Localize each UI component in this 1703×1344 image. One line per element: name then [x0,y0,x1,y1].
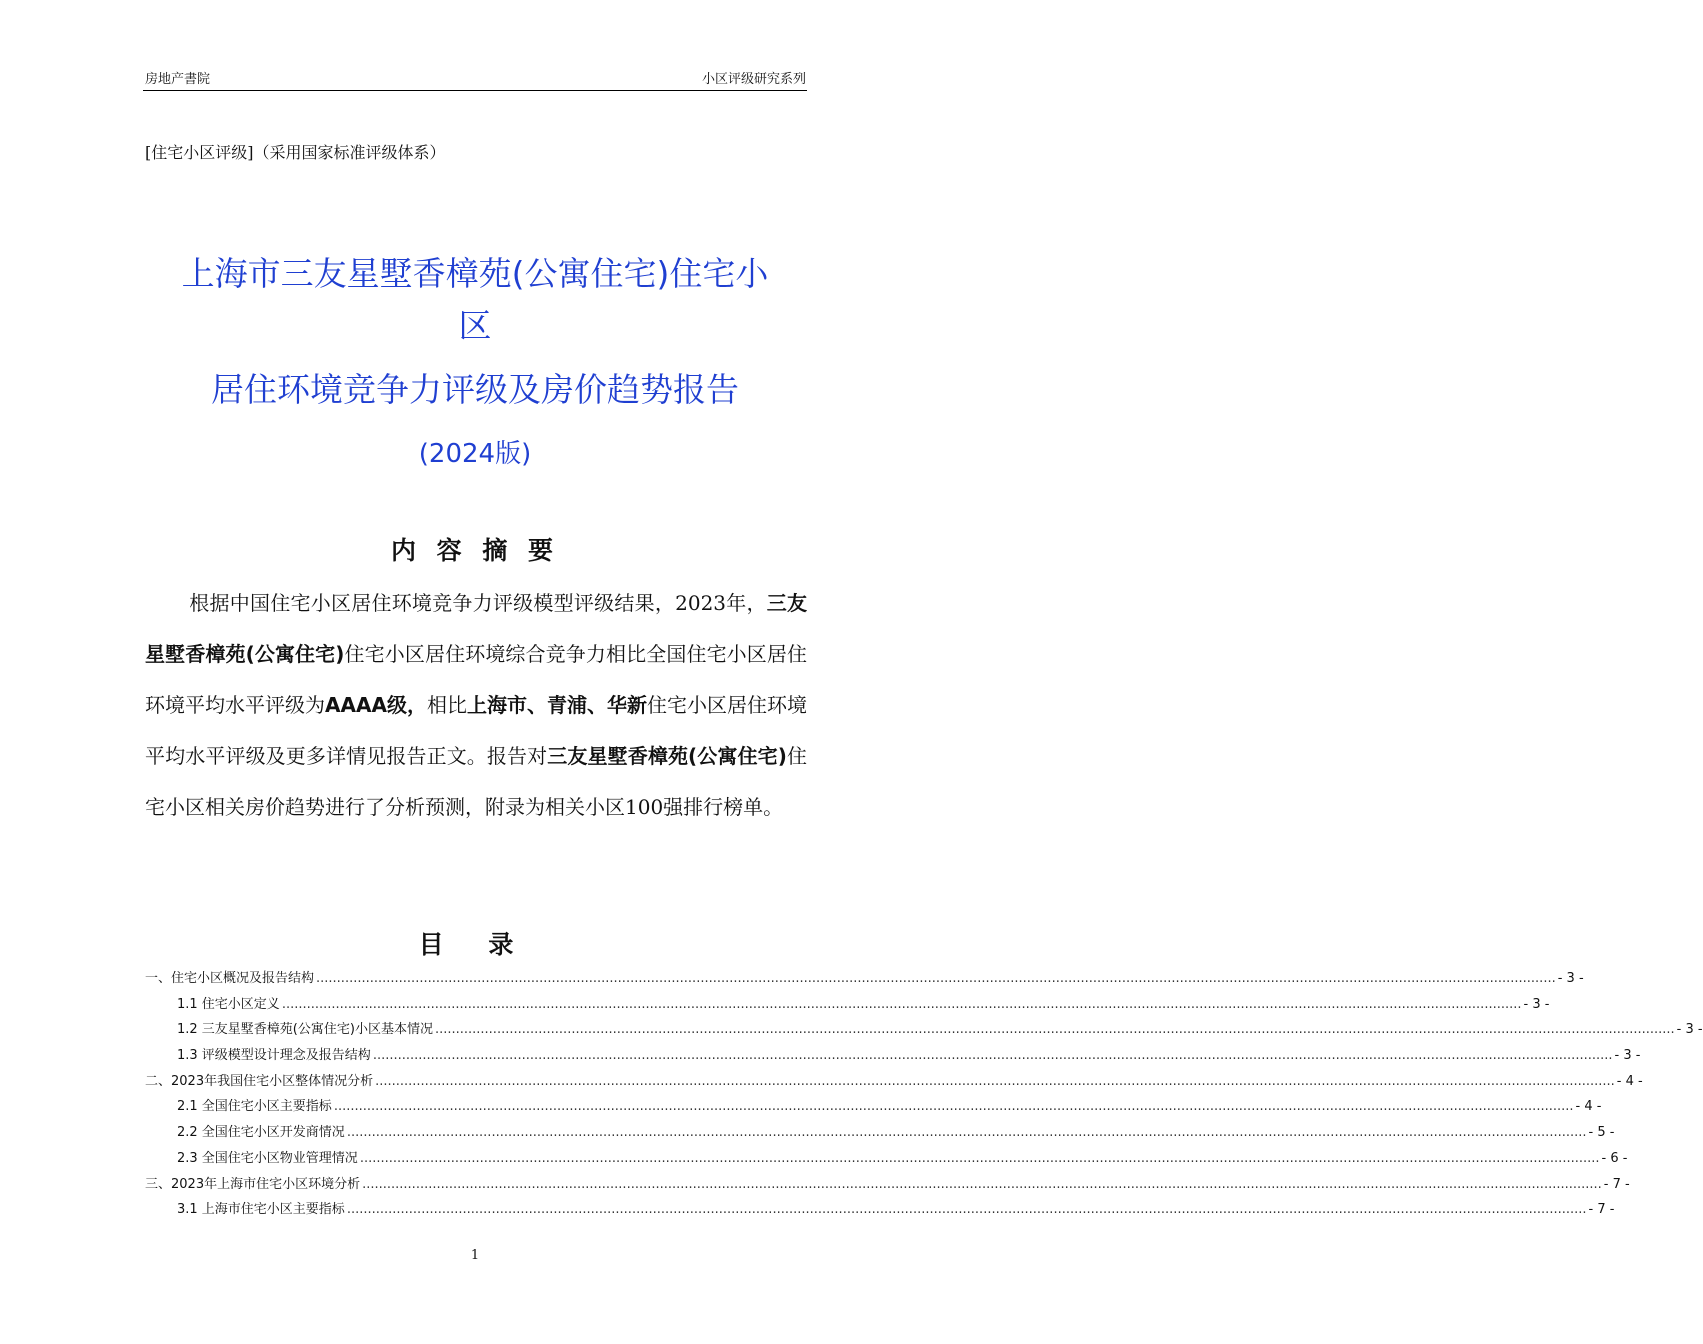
toc-entry-page: - 7 - [1603,1176,1630,1192]
toc-entry[interactable] [145,967,1584,993]
toc-entry-label: 二、2023年我国住宅小区整体情况分析 [145,1073,374,1089]
toc-leader: ............................................................................................................................................................................................................................................................................................................ [362,1176,1602,1192]
toc-entry-page: - 4 - [1616,1073,1643,1089]
toc-leader: ............................................................................................................................................................................................................................................................................................................ [375,1073,1615,1089]
abstract-text-4: 住宅小区居住环境平均水平评级及更多详情见报告正文。报告对 [145,693,808,768]
toc-entry-page: - 3 - [1523,996,1550,1012]
abstract-text-5: 住宅小区相关房价趋势进行了分析预测，附录为相关小区100强排行榜单。 [145,744,808,819]
toc-entry-page: - 7 - [1588,1202,1615,1218]
toc-entry[interactable] [145,1095,1602,1121]
report-title-line-2: 区 [458,306,492,345]
toc-entry-page: - 3 - [1676,1022,1703,1038]
abstract-text-3: 相比 [426,693,467,717]
report-tagline: [住宅小区评级]（采用国家标准评级体系） [145,143,446,162]
toc-entry-label: 2.2 全国住宅小区开发商情况 [177,1125,345,1141]
toc-entry-label: 2.1 全国住宅小区主要指标 [177,1099,332,1115]
toc-entry[interactable] [145,993,1550,1019]
report-edition: (2024版) [418,439,532,469]
toc-entry-page: - 6 - [1601,1150,1628,1166]
toc-entry[interactable] [145,1121,1615,1147]
toc-leader: ............................................................................................................................................................................................................................................................................................................ [316,971,1556,986]
abstract-paragraph [145,578,807,833]
page-number: 1 [470,1248,480,1263]
toc-entry-label: 1.3 评级模型设计理念及报告结构 [177,1048,371,1064]
abstract-text-1: 根据中国住宅小区居住环境竞争力评级模型评级结果，2023年， [189,591,767,615]
toc-leader: ............................................................................................................................................................................................................................................................................................................ [434,1022,1675,1038]
toc-entry-page: - 4 - [1575,1099,1602,1115]
abstract-rating: AAAA级， [325,693,427,717]
table-of-contents [145,967,1703,1224]
toc-entry-page: - 3 - [1614,1048,1641,1064]
toc-entry[interactable] [145,1070,1643,1096]
header-org-name: 房地产書院 [145,72,211,87]
toc-entry[interactable] [145,1173,1630,1199]
toc-entry[interactable] [145,1198,1615,1224]
toc-entry-label: 1.2 三友星墅香樟苑(公寓住宅)小区基本情况 [177,1022,433,1038]
header-series-name: 小区评级研究系列 [701,72,806,87]
toc-heading: 目 录 [418,930,532,959]
toc-leader: ............................................................................................................................................................................................................................................................................................................ [281,996,1522,1012]
toc-entry-label: 一、住宅小区概况及报告结构 [145,971,315,986]
toc-leader: ............................................................................................................................................................................................................................................................................................................ [372,1048,1613,1064]
toc-leader: ............................................................................................................................................................................................................................................................................................................ [346,1125,1587,1141]
toc-leader: ............................................................................................................................................................................................................................................................................................................ [346,1202,1587,1218]
toc-entry-label: 三、2023年上海市住宅小区环境分析 [145,1176,361,1192]
toc-entry[interactable] [145,1018,1703,1044]
toc-leader: ............................................................................................................................................................................................................................................................................................................ [359,1150,1600,1166]
toc-entry-page: - 5 - [1588,1125,1615,1141]
abstract-community-name-2: 三友星墅香樟苑(公寓住宅) [547,744,787,768]
toc-entry-label: 2.3 全国住宅小区物业管理情况 [177,1150,358,1166]
toc-entry-label: 1.1 住宅小区定义 [177,996,280,1012]
header-divider [143,90,807,91]
abstract-regions: 上海市、青浦、华新 [466,693,647,717]
toc-entry[interactable] [145,1044,1641,1070]
report-title-line-3: 居住环境竞争力评级及房价趋势报告 [211,370,739,409]
abstract-heading: 内 容 摘 要 [390,536,560,565]
abstract-text-2: 住宅小区居住环境综合竞争力相比全国住宅小区居住环境平均水平评级为 [145,642,808,717]
toc-entry-label: 3.1 上海市住宅小区主要指标 [177,1202,345,1218]
toc-entry-page: - 3 - [1557,971,1584,986]
report-title-line-1: 上海市三友星墅香樟苑(公寓住宅)住宅小 [181,254,769,293]
toc-leader: ............................................................................................................................................................................................................................................................................................................ [333,1099,1574,1115]
toc-entry[interactable] [145,1147,1628,1173]
abstract-community-name: 三友星墅香樟苑(公寓住宅) [145,591,807,666]
